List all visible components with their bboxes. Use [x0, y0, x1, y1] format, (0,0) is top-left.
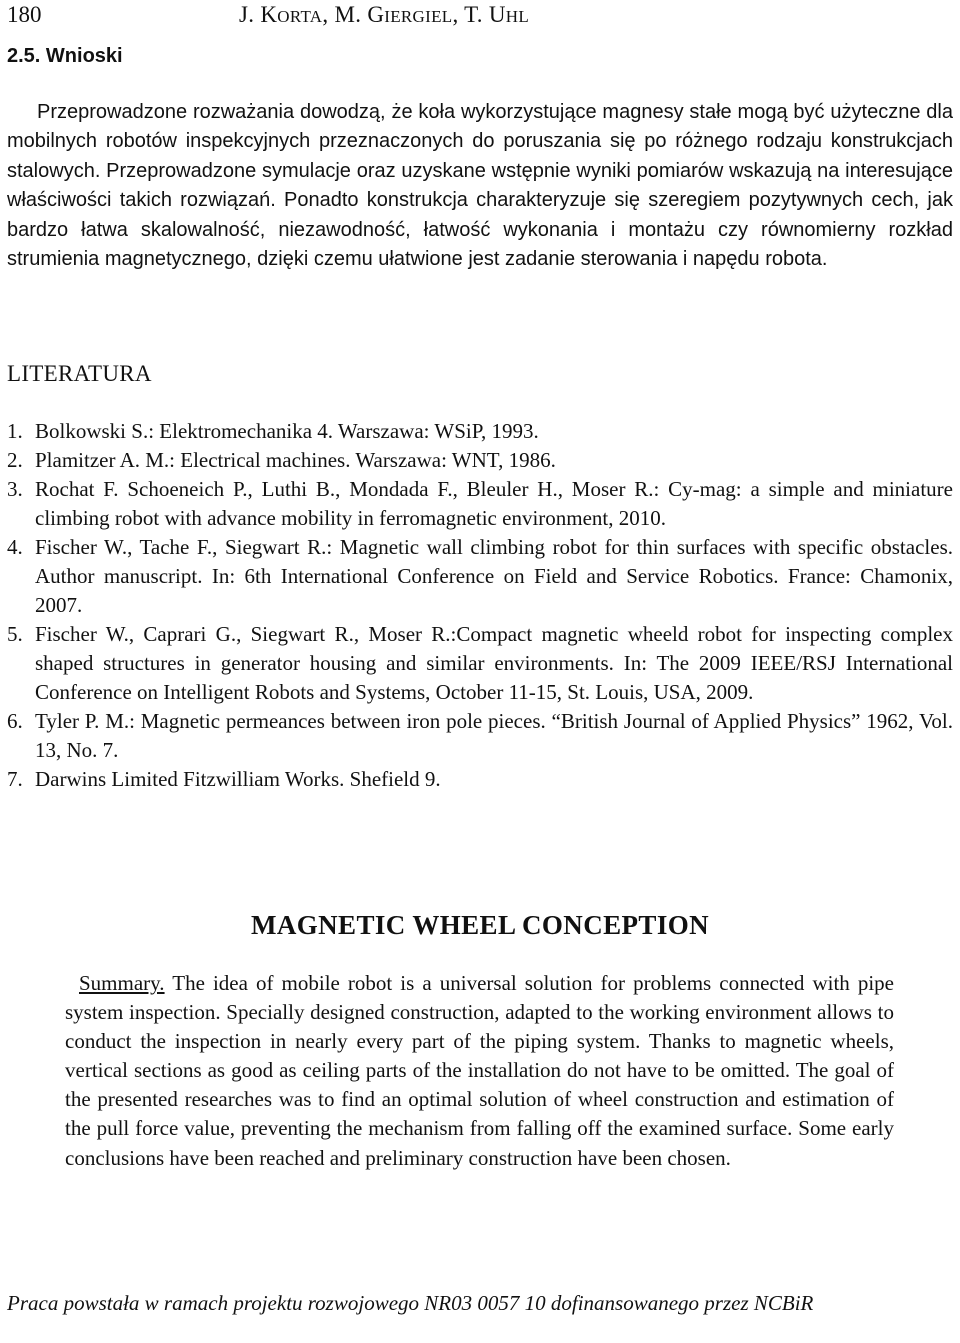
summary-label: Summary. — [79, 971, 165, 995]
conclusions-text — [7, 98, 953, 274]
page-number: 180 — [7, 2, 42, 27]
running-head — [7, 0, 953, 30]
reference-item: 7. Darwins Limited Fitzwilliam Works. Shefield 9. — [7, 767, 441, 791]
reference-item: 6. Tyler P. M.: Magnetic permeances between iron pole pieces. “British Journal of Applied Physics” 1962, Vol. 13, No. 7. — [7, 709, 953, 762]
reference-text: Rochat F. Schoeneich P., Luthi B., Mondada F., Bleuler H., Moser R.: Cy-mag: a simple and miniature climbing robot with advance mobility in ferromagnetic environment, 2010. — [35, 477, 953, 530]
section-heading-conclusions: 2.5. Wnioski — [7, 45, 123, 67]
reference-item: 3. Rochat F. Schoeneich P., Luthi B., Mondada F., Bleuler H., Moser R.: Cy-mag: a simple and miniature climbing robot with advance mobility in ferromagnetic environment, 2010. — [7, 477, 953, 530]
funding-footnote: Praca powstała w ramach projektu rozwojowego NR03 0057 10 dofinansowanego przez NCBiR — [7, 1291, 814, 1315]
reference-list — [7, 417, 953, 794]
reference-item: 5. Fischer W., Caprari G., Siegwart R., Moser R.:Compact magnetic wheeld robot for inspecting complex shaped structures in generator housing and similar environments. In: The 2009 IEEE/RSJ International Conference on Intelligent Robots and Systems, October 11-15, St. Louis, USA, 2009. — [7, 622, 953, 704]
reference-item: 2. Plamitzer A. M.: Electrical machines. Warszawa: WNT, 1986. — [7, 448, 556, 472]
reference-text: Bolkowski S.: Elektromechanika 4. Warszawa: WSiP, 1993. — [35, 419, 539, 443]
reference-item: 1. Bolkowski S.: Elektromechanika 4. Warszawa: WSiP, 1993. — [7, 419, 539, 443]
reference-text: Tyler P. M.: Magnetic permeances between iron pole pieces. “British Journal of Applied Physics” 1962, Vol. 13, No. 7. — [35, 709, 953, 762]
summary-paragraph — [65, 969, 894, 1173]
reference-text: Plamitzer A. M.: Electrical machines. Warszawa: WNT, 1986. — [35, 448, 556, 472]
running-head-authors: J. KORTA, M. GIERGIEL, T. UHL — [239, 2, 530, 27]
reference-text: Darwins Limited Fitzwilliam Works. Shefield 9. — [35, 767, 441, 791]
reference-item: 4. Fischer W., Tache F., Siegwart R.: Magnetic wall climbing robot for thin surfaces with specific obstacles. Author manuscript. In: 6th International Conference on Field and Service Robotics. France: Chamonix, 2007. — [7, 535, 953, 617]
reference-text: Fischer W., Tache F., Siegwart R.: Magnetic wall climbing robot for thin surfaces with specific obstacles. Author manuscript. In: 6th International Conference on Field and Service Robotics. France: Chamonix, 2007. — [35, 535, 953, 617]
reference-text: Fischer W., Caprari G., Siegwart R., Moser R.:Compact magnetic wheeld robot for inspecting complex shaped structures in generator housing and similar environments. In: The 2009 IEEE/RSJ International Conference on Intelligent Robots and Systems, October 11-15, St. Louis, USA, 2009. — [35, 622, 953, 704]
conclusions-paragraph: Przeprowadzone rozważania dowodzą, że koła wykorzystujące magnesy stałe mogą być użyteczne dla mobilnych robotów inspekcyjnych przeznaczonych do poruszania się po różnego rodzaju konstrukcjach stalowych. Przeprowadzone symulacje oraz uzyskane wstępnie wyniki pomiarów wskazują na interesujące właściwości takich rozwiązań. Ponadto konstrukcja charakteryzuje się szeregiem pozytywnych cech, jak bardzo łatwa skalowalność, niezawodność, łatwość wykonania i montażu czy równomierny rozkład strumienia magnetycznego, dzięki czemu ułatwione jest zadanie sterowania i napędu robota. — [7, 101, 953, 271]
literature-heading: LITERATURA — [7, 361, 152, 386]
summary-title: MAGNETIC WHEEL CONCEPTION — [250, 910, 710, 940]
summary-text: The idea of mobile robot is a universal solution for problems connected with pipe system inspection. Specially designed construction, adapted to the working environment allows to conduct the inspection in nearly every part of the piping system. Thanks to magnetic wheels, vertical sections as good as ceiling parts of the installation do not have to be omitted. The goal of the presented researches was to find an optimal solution of wheel construction and estimation of the pull force value, preventing the mechanism from falling off the examined surface. Some early conclusions have been reached and preliminary construction have been chosen. — [65, 971, 895, 1170]
